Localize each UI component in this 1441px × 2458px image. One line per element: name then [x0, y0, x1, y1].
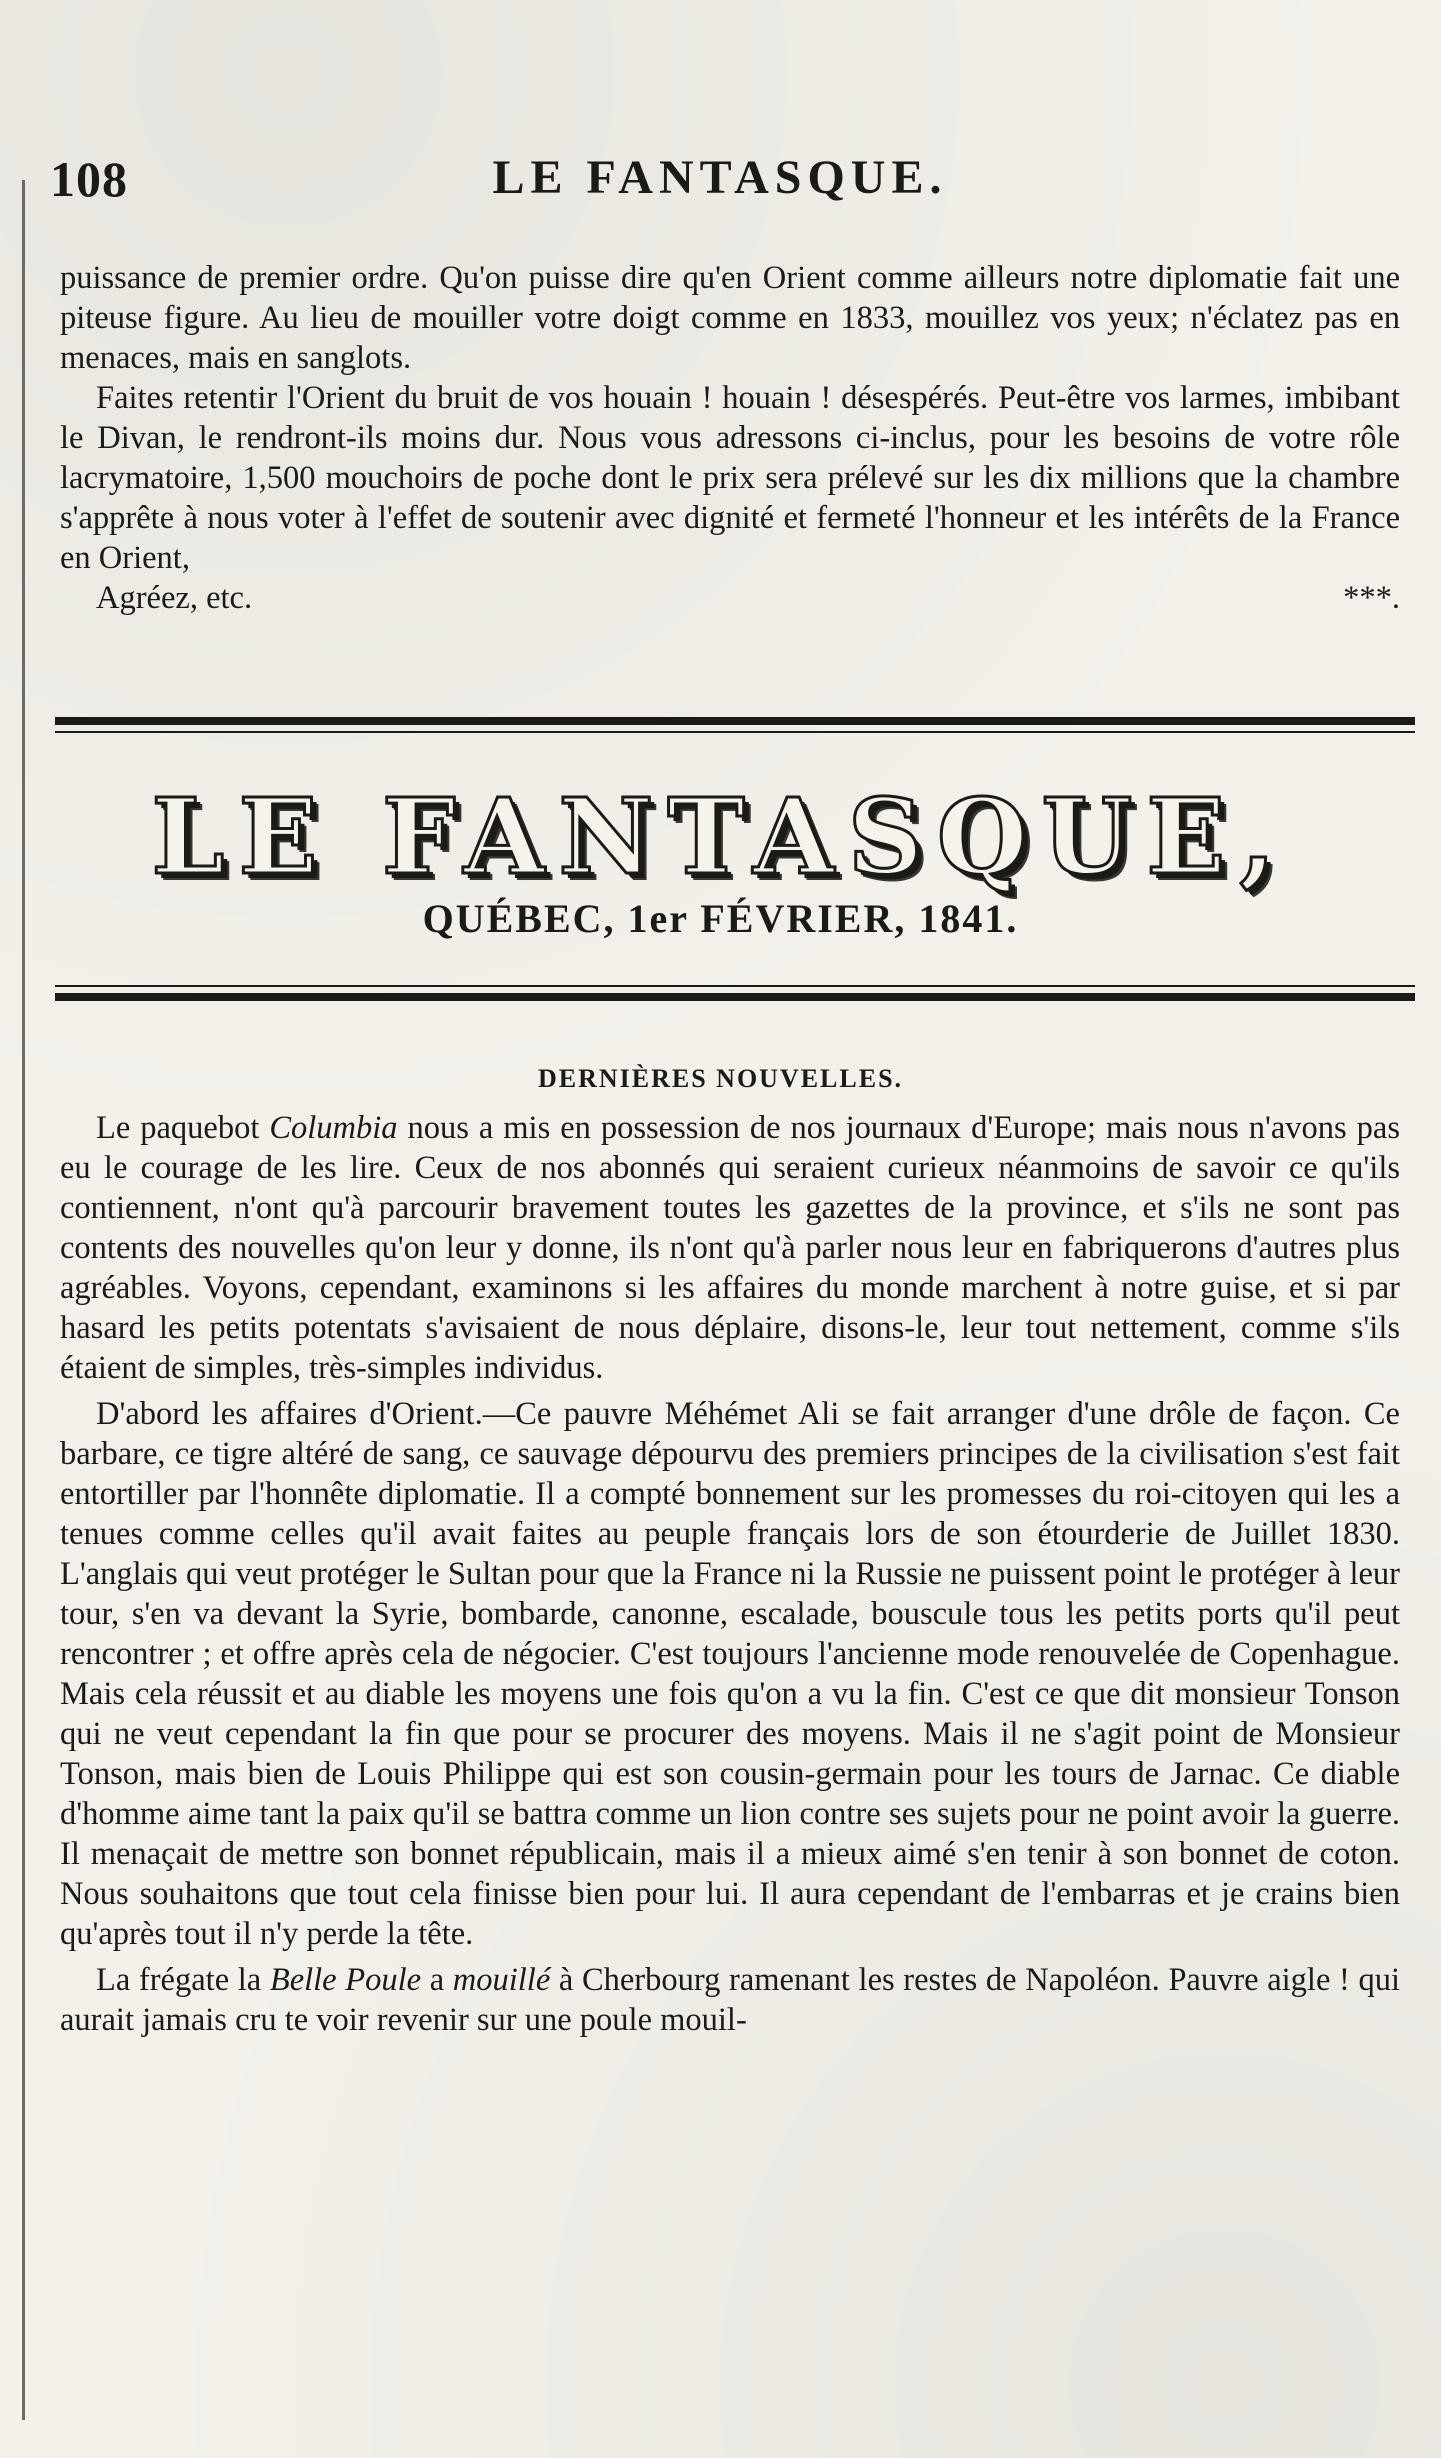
letter-continuation: [60, 258, 1400, 618]
running-title: LE FANTASQUE.: [492, 151, 948, 204]
news-paragraph: La frégate la Belle Poule a mouillé à Cherbourg ramenant les restes de Napoléon. Pauvre aigle ! qui aurait jamais cru te voir revenir sur une poule mouil-: [60, 1962, 1400, 2038]
page-number: 108: [50, 151, 128, 207]
masthead-title: LE FANTASQUE,: [151, 775, 1290, 898]
ship-name: Belle Poule: [269, 1962, 422, 1998]
ship-name: Columbia: [269, 1110, 398, 1146]
section-heading: DERNIÈRES NOUVELLES.: [537, 1064, 904, 1093]
masthead-top-rule: [55, 717, 1415, 725]
news-paragraph: D'abord les affaires d'Orient.—Ce pauvre Méhémet Ali se fait arranger d'une drôle de façon. Ce barbare, ce tigre altéré de sang, ce sauvage dépourvu des premiers principes de la civilisation s'est fait entortiller par l'honnête diplomatie. Il a compté bonnement sur les promesses du roi-citoyen qui les a tenues comme celles qu'il avait faites au peuple français lors de son étourderie de Juillet 1830. L'anglais qui veut protéger le Sultan pour que la France ni la Russie ne puissent point le protéger à leur tour, s'en va devant la Syrie, bombarde, canonne, escalade, bouscule tous les petits ports qu'il peut rencontrer ; et offre après cela de négocier. C'est toujours l'ancienne mode renouvelée de Copenhague. Mais cela réussit et au diable les moyens une fois qu'on a vu la fin. C'est ce que dit monsieur Tonson qui ne veut cependant la fin que pour se procurer des moyens. Mais il ne s'agit point de Monsieur Tonson, mais bien de Louis Philippe qui est son cousin-germain pour les tours de Jarnac. Ce diable d'homme aime tant la paix qu'il se battra comme un lion contre ses sujets pour ne point avoir la guerre. Il menaçait de mettre son bonnet républicain, mais il a mieux aimé s'en tenir à son bonnet de coton. Nous souhaitons que tout cela finisse bien pour lui. Il aura cependant de l'embarras et je crains bien qu'après tout il n'y perde la tête.: [60, 1396, 1400, 1952]
masthead-bottom-rule-thin: [55, 985, 1415, 987]
letter-signature: ***.: [1343, 580, 1400, 616]
letter-paragraph: Faites retentir l'Orient du bruit de vos houain ! houain ! désespérés. Peut-être vos larmes, imbibant le Divan, le rendront-ils moins dur. Nous vous adressons ci-inclus, pour les besoins de votre rôle lacrymatoire, 1,500 mouchoirs de poche dont le prix sera prélevé sur les dix millions que la chambre s'apprête à nous voter à l'effet de soutenir avec dignité et fermeté l'honneur et les intérêts de la France en Orient,: [60, 380, 1400, 576]
news-column: [60, 1108, 1400, 2040]
masthead-top-rule-thin: [55, 731, 1415, 733]
masthead-bottom-rule: [55, 993, 1415, 1001]
letter-paragraph: puissance de premier ordre. Qu'on puisse dire qu'en Orient comme ailleurs notre diplomatie fait une piteuse figure. Au lieu de mouiller votre doigt comme en 1833, mouillez vos yeux; n'éclatez pas en menaces, mais en sanglots.: [60, 260, 1400, 376]
letter-signoff: [60, 578, 1400, 618]
news-paragraph: Le paquebot Columbia nous a mis en possession de nos journaux d'Europe; mais nous n'avons pas eu le courage de les lire. Ceux de nos abonnés qui seraient curieux néanmoins de savoir ce qu'ils contiennent, n'ont qu'à parcourir bravement toutes les gazettes de la province, et s'ils ne sont pas contents des nouvelles qu'on leur y donne, ils n'ont qu'à parler nous leur en fabriquerons d'autres plus agréables. Voyons, cependant, examinons si les affaires du monde marchent à notre guise, et si par hasard les petits potentats s'avisaient de nous déplaire, disons-le, leur tout nettement, comme s'ils étaient de simples, très-simples individus.: [60, 1110, 1400, 1386]
letter-closing: Agréez, etc.: [96, 580, 253, 616]
running-head: [50, 150, 1390, 220]
binding-edge: [22, 180, 25, 2420]
dateline: QUÉBEC, 1er FÉVRIER, 1841.: [422, 896, 1019, 941]
